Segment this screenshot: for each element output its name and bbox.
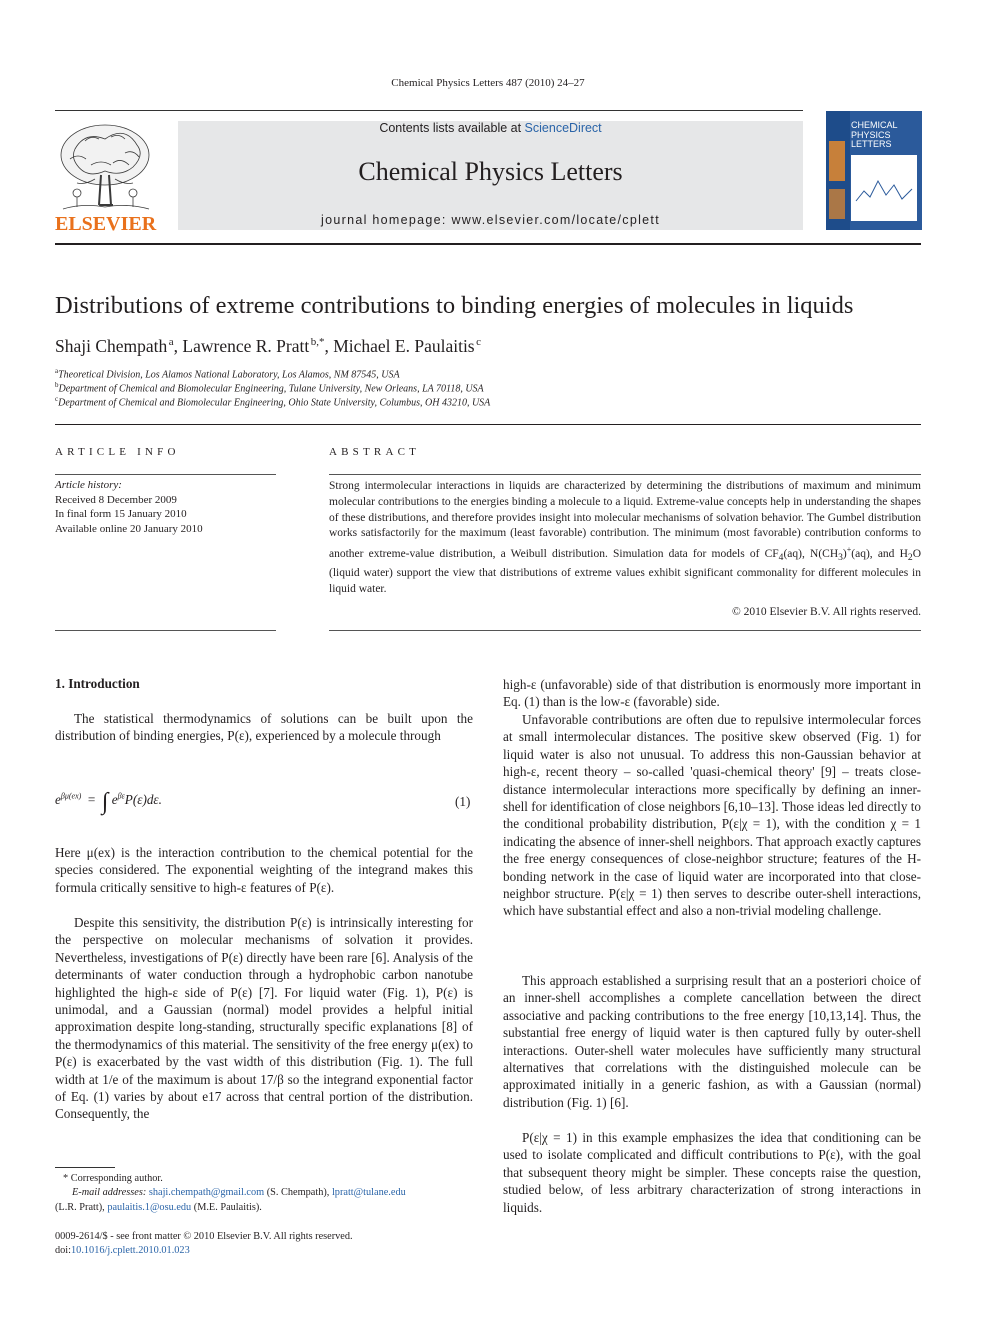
affiliation-marker: b xyxy=(55,381,59,389)
email-link[interactable]: shaji.chempath@gmail.com xyxy=(148,1187,265,1199)
online-date: Available online 20 January 2010 xyxy=(55,522,203,535)
equation-equals: = xyxy=(87,792,96,807)
cover-title-line: LETTERS xyxy=(851,139,892,149)
subscript: 2 xyxy=(907,552,913,564)
author-name: Michael E. Paulaitis xyxy=(333,336,475,356)
issn-line: 0009-2614/$ - see front matter © 2010 Elsevier B.V. All rights reserved. xyxy=(55,1231,353,1242)
page-footer xyxy=(55,1230,353,1259)
abstract-heading: ABSTRACT xyxy=(329,446,421,458)
email-link[interactable]: paulaitis.1@osu.edu xyxy=(107,1201,192,1213)
footnotes xyxy=(55,1172,475,1215)
doi-line xyxy=(55,1244,353,1258)
abstract-fragment: O (liquid water) support the view that distributions of extreme values exhibit significant commonality for different molecules in liquid water. xyxy=(329,548,921,595)
body-paragraph: This approach established a surprising result that an a posteriori choice of an inner-shell accomplishes a complete cancellation between the direct associative and packing contributions to the free energy [10,13,14]. Thus, the substantial free energy of liquid water is then captured fully by outer-shell interactions. Outer-shell water molecules have sufficiently many structural alternatives that correlations with the distinguished molecule can be approximated initially in a generic fashion, as with a Gaussian (normal) distribution (Fig. 1) [6]. xyxy=(503,973,921,1110)
equation-number: (1) xyxy=(455,794,471,809)
email-label: E-mail addresses: xyxy=(72,1187,147,1199)
affiliation-text: Department of Chemical and Biomolecular Engineering, Ohio State University, Columbus, OH 43210, USA xyxy=(58,397,491,409)
equation-term: e xyxy=(55,792,61,807)
corresponding-author-note: * Corresponding author. xyxy=(63,1173,163,1184)
cover-title-line: PHYSICS xyxy=(851,129,891,140)
subscript: 4 xyxy=(778,552,784,564)
equation-exponent: βε xyxy=(117,791,125,801)
author-list: Shaji Chempath $^a$, Lawrence R. Pratt $^{b,*}$, Michael E. Paulaitis $^c$ xyxy=(55,336,481,356)
abstract-rule xyxy=(329,630,921,631)
affiliation-text: Theoretical Division, Los Alamos National Laboratory, Los Alamos, NM 87545, USA xyxy=(58,369,400,381)
body-paragraph: Here μ(ex) is the interaction contribution to the chemical potential for the species considered. The exponential weighting of the integrand makes this formula critically sensitive to high-ε features of P(ε). xyxy=(55,845,473,895)
running-head: Chemical Physics Letters 487 (2010) 24–27 xyxy=(391,77,585,89)
contents-line xyxy=(178,121,803,135)
article-info-rule xyxy=(55,630,276,631)
journal-cover xyxy=(826,111,922,230)
affiliation-rule xyxy=(55,424,921,425)
equation-term: P(ε)dε. xyxy=(124,792,162,807)
email-owner: (L.R. Pratt), xyxy=(55,1201,105,1213)
superscript: + xyxy=(846,545,852,555)
equation-term: e xyxy=(111,792,118,807)
author-affiliation-marker: c xyxy=(476,336,481,349)
abstract-fragment: Strong intermolecular interactions in liquids are characterized by determining the distributions of maximum and minimum molecular contributions to the energies binding a molecule to a liquid. Extreme-value concepts help in understanding the shapes of these distributions, and therefore provides insight into molecular mechanisms of solvation behavior. The Gumbel distribution works satisfactorily for the maximum (least favorable) contribution. The minimum (most favorable) contribution conforms to another extreme-value distribution, a Weibull distribution. Simulation data for models of CF xyxy=(329,480,921,561)
copyright-notice: © 2010 Elsevier B.V. All rights reserved. xyxy=(732,606,921,618)
history-label: Article history: xyxy=(55,479,122,491)
header-bottom-rule xyxy=(55,243,921,245)
author-name: Lawrence R. Pratt xyxy=(182,336,310,356)
publisher-logo-text: ELSEVIER xyxy=(55,213,157,235)
body-paragraph: Despite this sensitivity, the distribution P(ε) is intrinsically interesting for the perspective on molecular mechanisms of solvation it provides. Nevertheless, investigations of P(ε) directly have been rare [6]. Analysis of the determinants of water conduction through a hydrophobic carbon nanotube highlighted the high-ε side of P(ε) [7]. For liquid water (Fig. 1), P(ε) is unimodal, and a Gaussian (normal) model provides a helpful initial approximation despite long-standing, structurally specific explanations [8] of the thermodynamics of this material. The sensitivity of the free energy μ(ex) to P(ε) is exacerbated by the vast width of this distribution (Fig. 1). The full width at 1/e of the maximum is about 17/β so the integrand exponential factor of Eq. (1) varies by about e17 across that central portion of the distribution. Consequently, the xyxy=(55,915,473,1122)
author-name: Shaji Chempath xyxy=(55,336,168,356)
article-info-rule xyxy=(55,474,276,475)
footnote-rule xyxy=(55,1167,115,1168)
cover-art-icon xyxy=(826,111,922,230)
abstract-rule xyxy=(329,474,921,475)
sciencedirect-link[interactable]: ScienceDirect xyxy=(524,121,602,135)
journal-banner xyxy=(178,121,803,230)
journal-name: Chemical Physics Letters xyxy=(358,157,623,186)
email-addresses xyxy=(55,1186,475,1200)
abstract-fragment: ) xyxy=(842,548,847,561)
affiliation xyxy=(55,381,484,394)
affiliation xyxy=(55,367,400,380)
body-paragraph: Unfavorable contributions are often due to repulsive intermolecular forces at small intermolecular distances. The positive skew observed (Fig. 1) for liquid water is also not unusual. To address this non-Gaussian behavior at high-ε, recent theory – so-called 'quasi-chemical theory' [9] – treats close-distance intermolecular interactions more specifically by defining an inner-shell for identification of close neighbors [6,10–13]. Those ideas led directly to the conditional probability distribution, P(ε|χ = 1), with the condition χ = 1 indicating the absence of inner-shell neighbors. That approach exactly captures the free energy consequences of close-neighbor structure; features of the H-bonding network in the case of liquid water are incorporated into that close-neighbor structure. P(ε|χ = 1) then serves to describe outer-shell interactions, which have substantial effect and also a non-trivial modeling challenge. xyxy=(503,712,921,919)
contents-prefix: Contents lists available at xyxy=(379,121,525,135)
affiliation-marker: a xyxy=(55,367,59,375)
header-rule xyxy=(55,110,803,111)
section-heading: 1. Introduction xyxy=(55,676,140,691)
article-history xyxy=(55,478,203,536)
affiliation-marker: c xyxy=(55,395,59,403)
email-owner: (M.E. Paulaitis). xyxy=(193,1201,262,1213)
journal-homepage[interactable]: journal homepage: www.elsevier.com/locate/cplett xyxy=(321,213,660,227)
doi-prefix: doi: xyxy=(55,1245,72,1257)
subscript: 3 xyxy=(838,552,843,564)
affiliation-text: Department of Chemical and Biomolecular Engineering, Tulane University, New Orleans, LA 70118, USA xyxy=(58,383,484,395)
cover-title-line: CHEMICAL xyxy=(851,120,898,130)
doi-link[interactable]: 10.1016/j.cplett.2010.01.023 xyxy=(71,1245,190,1257)
affiliation xyxy=(55,395,490,408)
body-paragraph: high-ε (unfavorable) side of that distribution is enormously more important in Eq. (1) than is the low-ε (favorable) side. xyxy=(503,677,921,710)
abstract-fragment: (aq), N(CH xyxy=(783,548,839,561)
article-title: Distributions of extreme contributions to binding energies of molecules in liquids xyxy=(55,292,854,319)
final-form-date: In final form 15 January 2010 xyxy=(55,508,187,521)
author-affiliation-marker: b,* xyxy=(310,336,325,349)
abstract-text xyxy=(329,479,921,598)
author-affiliation-marker: a xyxy=(168,336,174,349)
equation xyxy=(55,789,162,816)
email-owner: (S. Chempath), xyxy=(266,1187,330,1199)
body-paragraph: The statistical thermodynamics of solutions can be built upon the distribution of binding energies, P(ε), experienced by a molecule through xyxy=(55,711,473,744)
integral-sign: ∫ xyxy=(101,789,109,815)
email-addresses-continued xyxy=(55,1201,475,1215)
email-link[interactable]: lpratt@tulane.edu xyxy=(331,1187,406,1199)
tree-icon xyxy=(55,119,155,215)
abstract-fragment: (aq), and H xyxy=(851,548,908,561)
body-paragraph: P(ε|χ = 1) in this example emphasizes the idea that conditioning can be used to isolate complicated and difficult contributions to P(ε), with the goal that subsequent theory might be simpler. These concepts raise the question, studied below, of less arbitrary characterization of strong interactions in liquids. xyxy=(503,1130,921,1215)
received-date: Received 8 December 2009 xyxy=(55,493,177,506)
equation-exponent: βμ(ex) xyxy=(60,791,82,801)
article-info-heading: ARTICLE INFO xyxy=(55,446,180,458)
